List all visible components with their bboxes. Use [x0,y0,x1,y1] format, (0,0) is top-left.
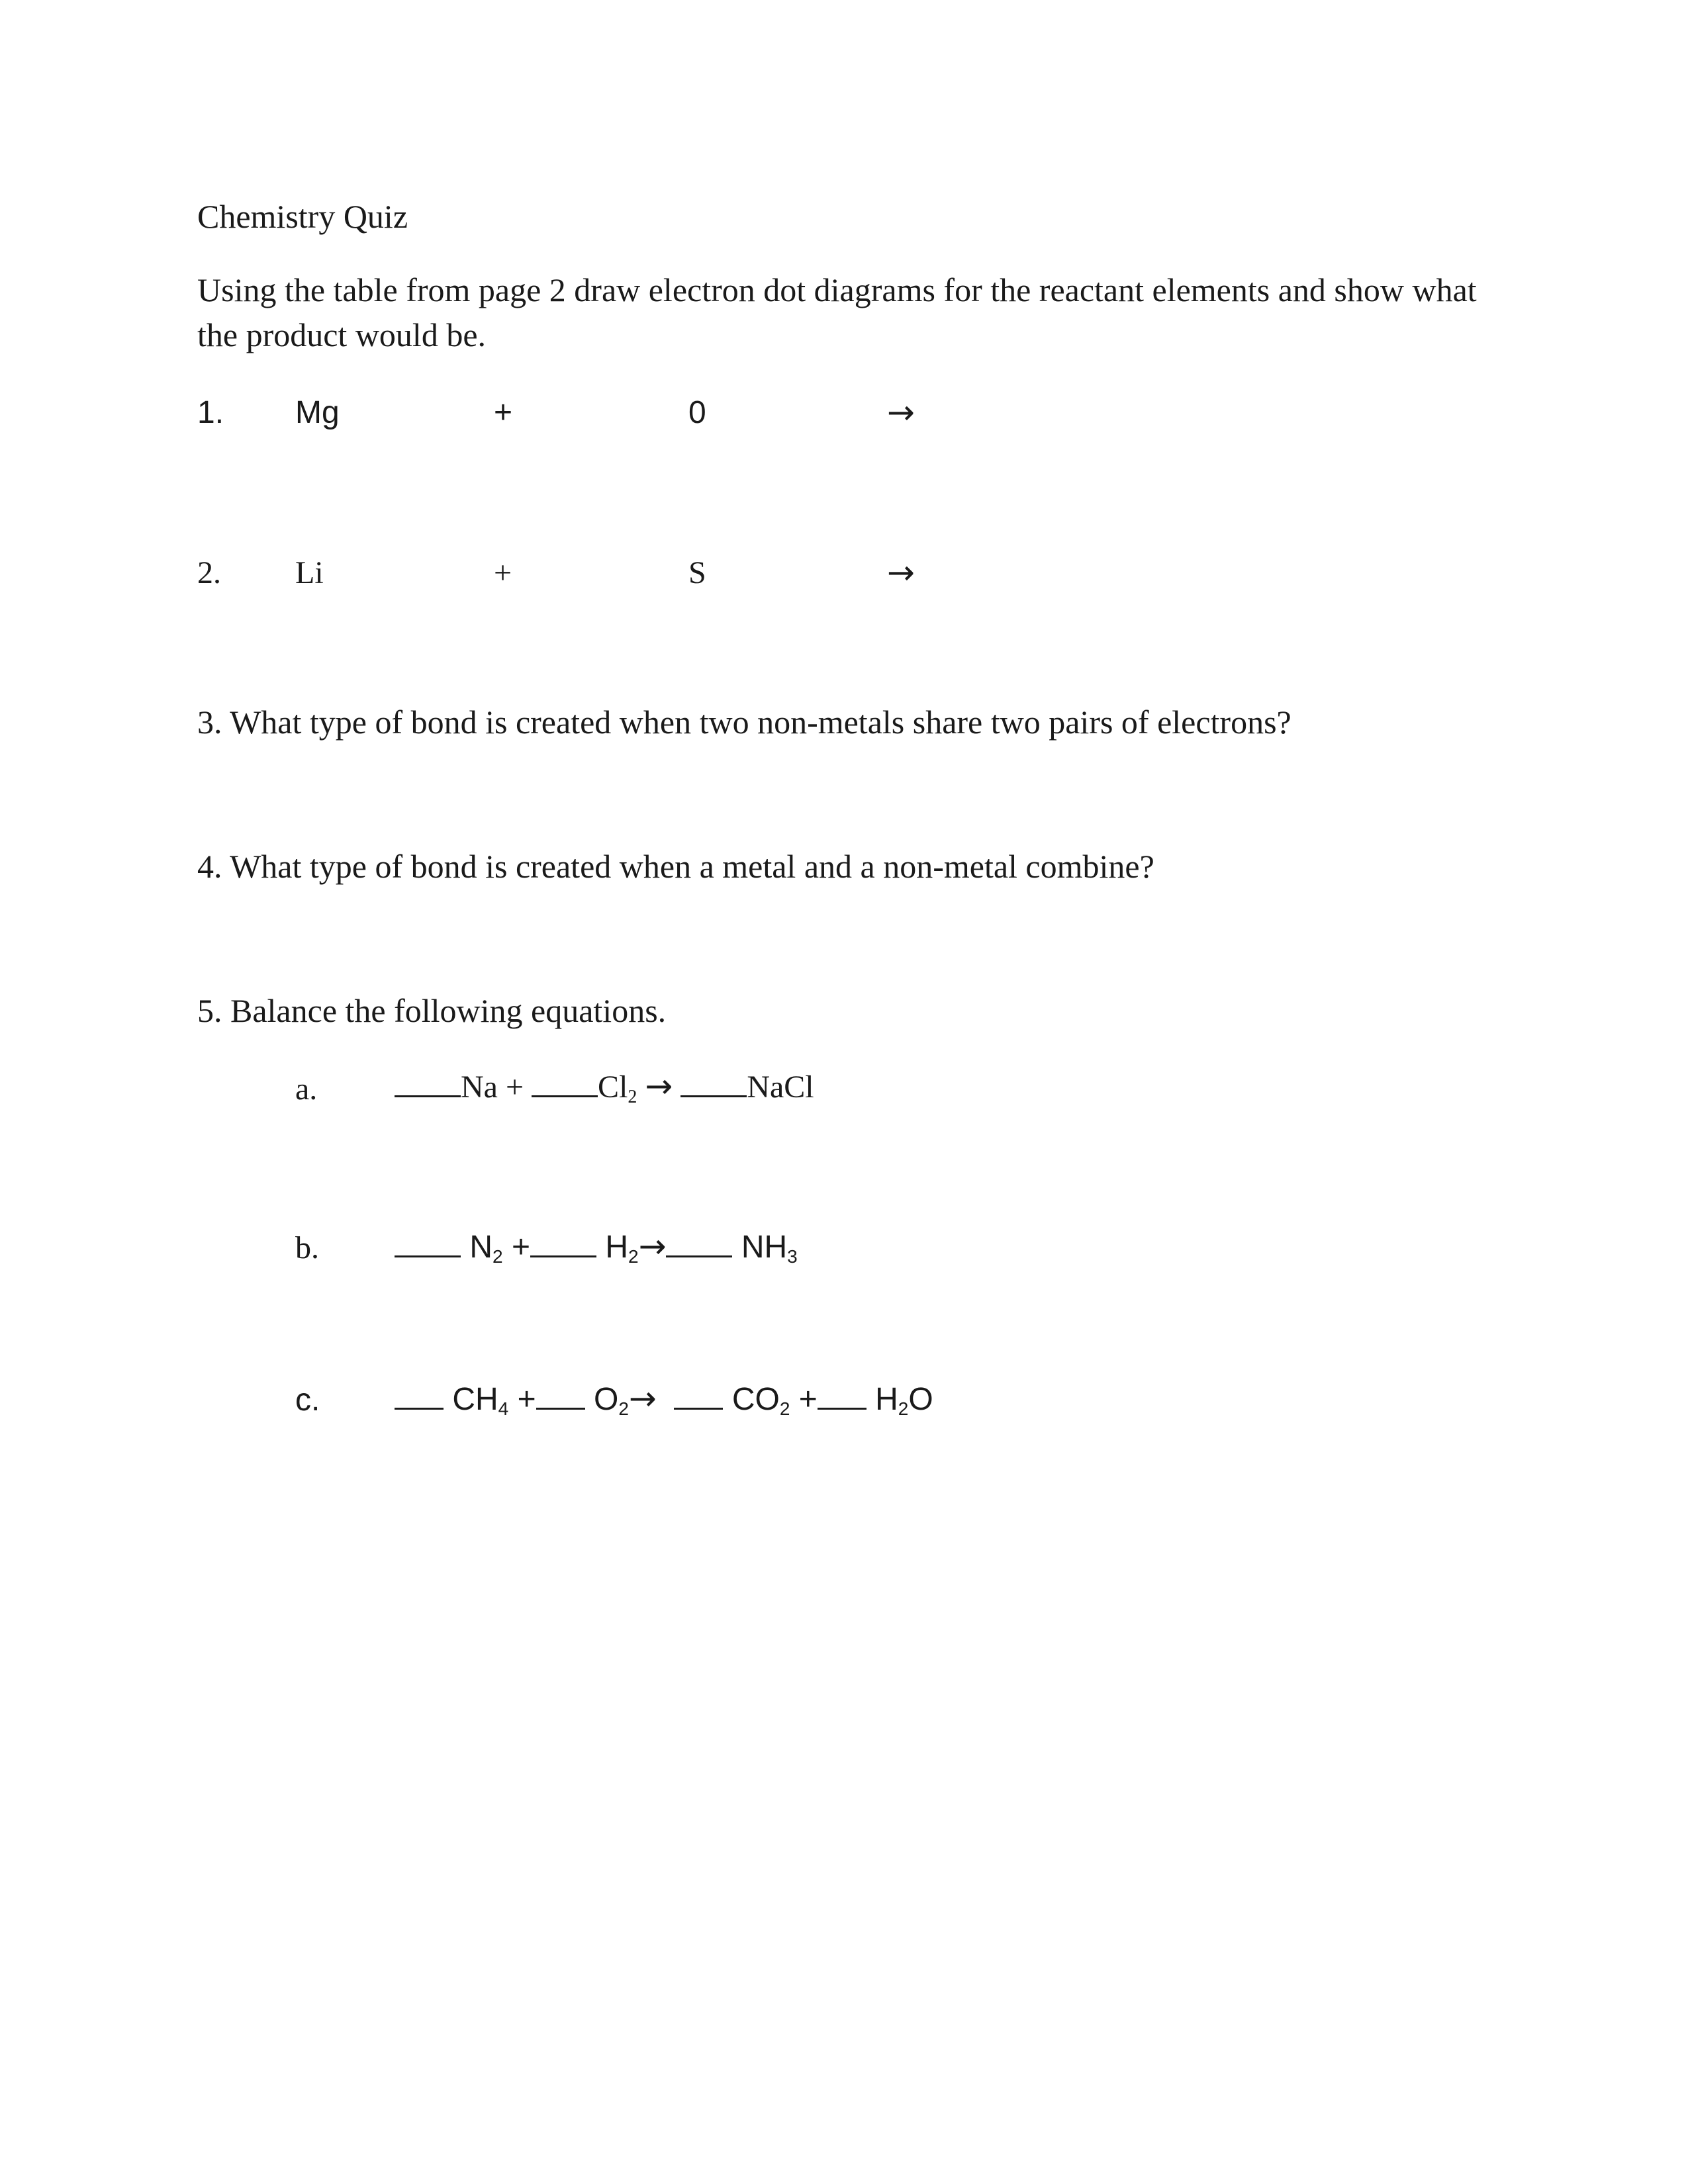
equation-body [395,1379,933,1418]
arrow-icon: → [628,1379,657,1418]
subscript: 3 [787,1246,798,1267]
answer-blank[interactable] [530,1229,596,1257]
term: NH [741,1230,788,1265]
subscript: 2 [898,1398,909,1419]
term: O [908,1382,933,1417]
reactant-2: 0 [688,395,706,430]
equation-label: a. [295,1071,318,1107]
answer-blank[interactable] [395,1069,461,1097]
plus-sign: + [517,1382,536,1417]
term: CH [452,1382,498,1417]
arrow-icon: → [887,553,915,592]
reactant-2: S [688,555,706,590]
answer-blank[interactable] [818,1381,867,1410]
subscript: 2 [492,1246,503,1267]
term: O [593,1382,619,1417]
equation-body [395,1067,814,1105]
answer-blank[interactable] [532,1069,598,1097]
instructions-text: Using the table from page 2 draw electron dot diagrams for the reactant elements and show what the product would be. [197,271,1477,353]
answer-blank[interactable] [666,1229,732,1257]
term: N [469,1230,493,1265]
plus-sign: + [511,1230,530,1265]
term: Na [461,1069,498,1105]
subscript: 2 [628,1246,639,1267]
plus-sign: + [494,555,512,590]
plus-sign: + [505,1069,524,1105]
reactant-1: Mg [295,395,340,430]
answer-blank[interactable] [674,1381,723,1410]
reaction-number: 1. [197,395,224,430]
arrow-icon: → [645,1067,673,1105]
term: H [875,1382,898,1417]
reaction-number: 2. [197,555,221,590]
subscript: 4 [498,1398,509,1419]
term: CO [731,1382,780,1417]
arrow-icon: → [887,393,915,432]
answer-blank[interactable] [680,1069,747,1097]
subscript: 2 [628,1087,637,1107]
page-title: Chemistry Quiz [197,198,408,235]
term: H [605,1230,628,1265]
plus-sign: + [798,1382,818,1417]
question-4: 4. What type of bond is created when a metal and a non-metal combine? [197,848,1154,885]
term: NaCl [747,1069,814,1105]
question-5: 5. Balance the following equations. [197,992,667,1029]
answer-blank[interactable] [395,1229,461,1257]
arrow-icon: → [638,1227,667,1265]
reactant-1: Li [295,555,324,590]
equation-label: b. [295,1230,319,1265]
question-3: 3. What type of bond is created when two non-metals share two pairs of electrons? [197,704,1291,741]
answer-blank[interactable] [536,1381,585,1410]
answer-blank[interactable] [395,1381,444,1410]
term: Cl [598,1069,628,1105]
equation-body [395,1227,798,1265]
plus-sign: + [494,395,513,430]
subscript: 2 [779,1398,790,1419]
equation-label: c. [295,1383,320,1418]
subscript: 2 [618,1398,629,1419]
